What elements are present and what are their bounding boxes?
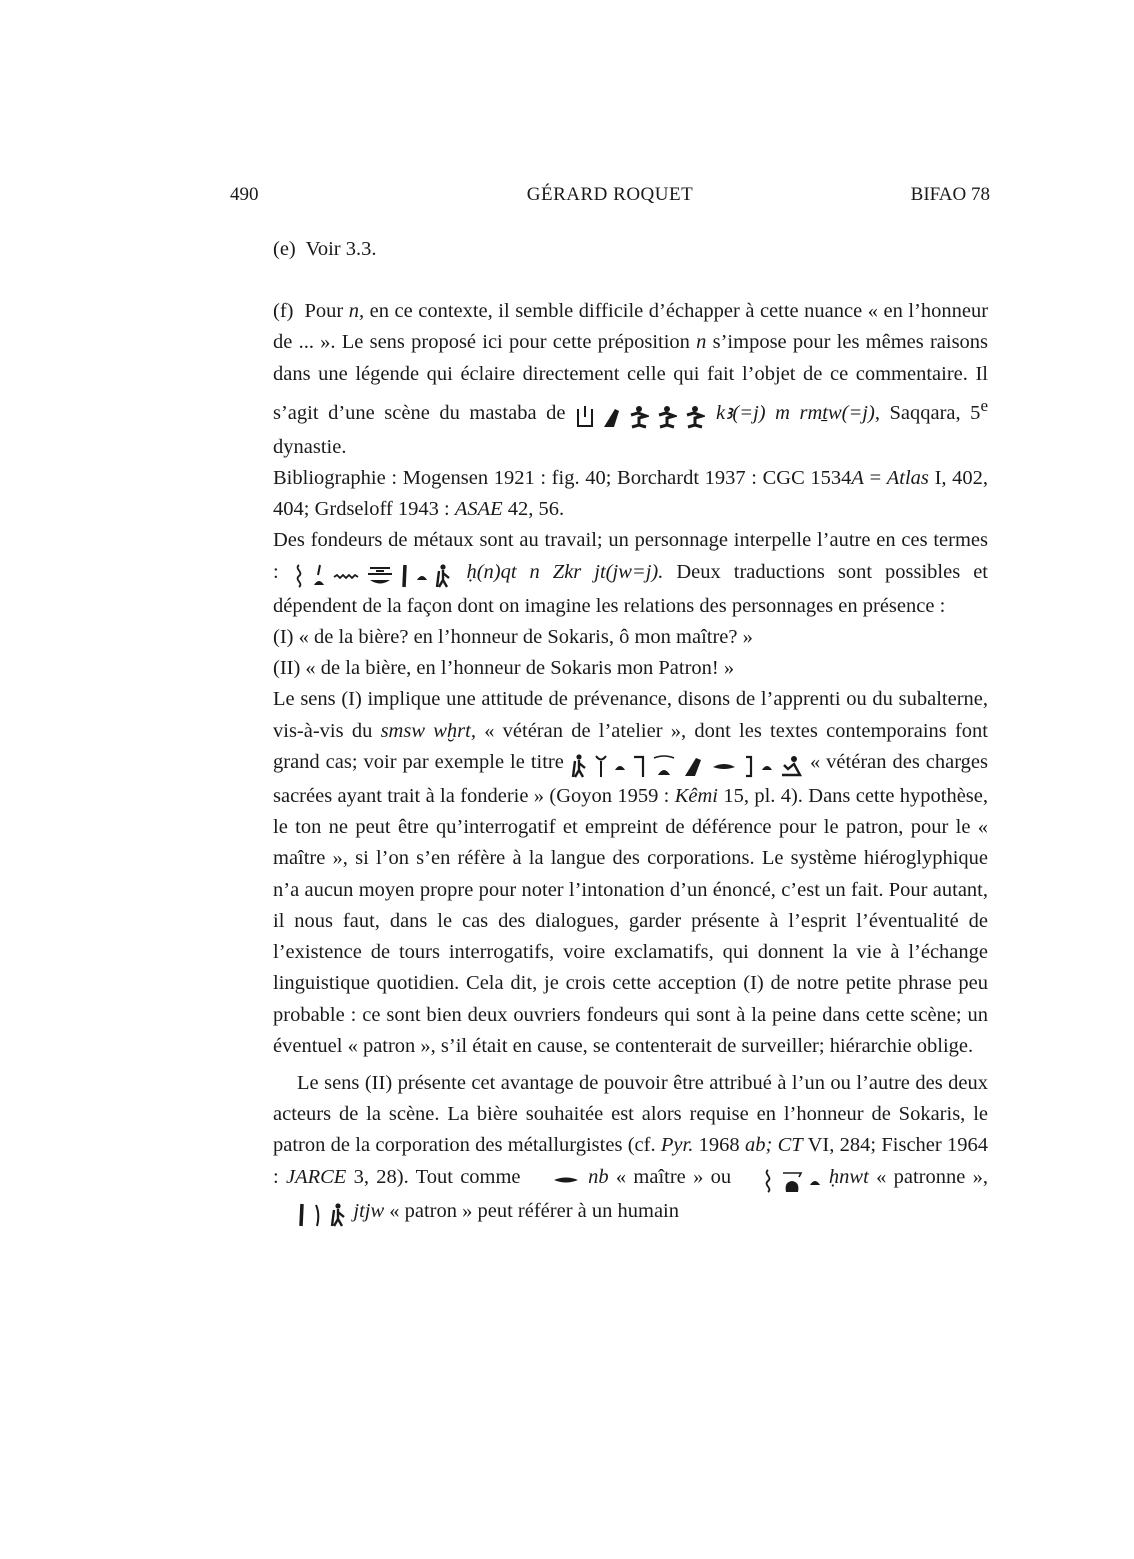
translation-II: (II) « de la bière, en l’honneur de Sokaris mon Patron! » [273, 657, 735, 680]
italic-run: ASAE [454, 498, 503, 521]
paragraph-sens-II [273, 1068, 988, 1230]
text-run: en ce contexte, il semble difficile d’échapper à cette nuance « en l’honneur de ... ». Le sens proposé ici pour cette préposition [273, 300, 989, 354]
paragraph-sens-I [273, 684, 988, 1061]
italic-run: Atlas [886, 467, 929, 490]
text-run: 1968 [698, 1134, 740, 1157]
text-run: = [869, 467, 882, 490]
note-e [273, 234, 988, 265]
transliteration: ḥnwt [828, 1165, 869, 1188]
paragraph-fondeurs [273, 525, 988, 622]
journal-name: BIFAO 78 [910, 184, 990, 205]
italic-run: n, [348, 300, 365, 323]
text-run: Pour [304, 300, 344, 323]
note-marker: (e) [273, 238, 296, 260]
text-run: I, 402, 404; Grdseloff 1943 : [273, 467, 989, 521]
page-body [273, 234, 988, 1230]
transliteration: kꜣ(=j) m rmṯw(=j), [716, 401, 880, 424]
text-run: « maître » ou [615, 1165, 732, 1188]
translation-I: (I) « de la bière? en l’honneur de Sokaris, ô mon maître? » [273, 626, 753, 649]
hieroglyph-group-title-icon [570, 750, 804, 781]
text-run: s’impose pour les mêmes raisons dans une légende qui éclaire directement celle qui fait l’objet de ce commentaire. Il s’agit d’une scène du mastaba de [273, 331, 989, 424]
note-f [273, 296, 988, 463]
text-run: dynastie. [273, 435, 347, 458]
transliteration: ḥ(n)qt n Zkr jt(jw=j). [466, 560, 664, 583]
text-run: « patron » peut référer à un humain [389, 1199, 679, 1222]
text-run: Le sens (II) présente cet avantage de pouvoir être attribué à l’un ou l’autre des deux acteurs de la scène. La bière souhaitée est alors requise en l’honneur de Sokaris, le patron de la corporation des métallurgistes (cf. [273, 1071, 988, 1157]
italic-run: A [851, 467, 864, 490]
italic-run: ab; [744, 1134, 773, 1157]
text-run: Deux traductions sont possibles et dépendent de la façon dont on imagine les relations des personnages en présence : [273, 560, 988, 617]
note-marker: (f) [273, 300, 294, 323]
text-run: Le sens (I) implique une attitude de prévenance, disons de l’apprenti ou du subalterne, vis-à-vis du [273, 688, 988, 742]
italic-run: Kêmi [674, 785, 719, 808]
italic-run: Pyr. [660, 1134, 694, 1157]
text-run: 3, 28). Tout comme [353, 1165, 521, 1188]
running-header [230, 184, 990, 212]
note-text: Voir 3.3. [305, 238, 377, 260]
hieroglyph-group-hnqt-icon [292, 560, 454, 591]
transliteration: nb [588, 1165, 609, 1188]
text-run: 15, pl. 4). Dans cette hypothèse, le ton ne peut être qu’interrogatif et empreint de déférence pour le patron, pour le « maître », si l’on s’en réfère à la langue des corporations. Le système hiéroglyphique n’a aucun moyen propre pour noter l’intonation d’un énoncé, c’est un fait. Pour autant, il nous faut, dans le cas des dialogues, garder présente à l’esprit l’éventualité de l’existence de tours interrogatifs, voire exclamatifs, qui donnent la vie à l’échange linguistique quotidien. Cela dit, je crois cette acception (I) de notre petite phrase peu probable : ce sont bien deux ouvriers fondeurs qui sont à la peine dans cette scène; un éventuel « patron », s’il était en cause, se contenterait de surveiller; hiérarchie oblige. [273, 785, 989, 1057]
basket-nb-icon [528, 1165, 581, 1196]
running-author: GÉRARD ROQUET [526, 184, 694, 205]
text-run: « patronne », [876, 1165, 988, 1188]
text-run: « vétéran des charges sacrées ayant trait à la fonderie » (Goyon 1959 : [273, 750, 989, 808]
bibliography [273, 463, 988, 525]
hieroglyph-group-name-icon [575, 401, 707, 432]
transliteration: jtjw [353, 1199, 385, 1222]
italic-run: n [696, 331, 707, 354]
italic-run: JARCE [285, 1165, 347, 1188]
page-number: 490 [230, 184, 259, 205]
transliteration: smsw wḫrt, [380, 719, 476, 742]
superscript: e [980, 395, 989, 415]
italic-run: CT [777, 1134, 803, 1157]
text-run: Saqqara, 5 [889, 401, 981, 424]
text-run: « vétéran de l’atelier », dont les textes contemporains font grand cas; voir par exemple le titre [273, 719, 989, 773]
text-run: Des fondeurs de métaux sont au travail; un personnage interpelle l’autre en ces termes : [273, 529, 988, 583]
hieroglyph-group-jtjw-icon [273, 1199, 348, 1230]
hieroglyph-group-hnwt-icon [738, 1165, 821, 1196]
text-run: 42, 56. [507, 498, 565, 521]
text-run: VI, 284; Fischer 1964 : [273, 1134, 989, 1188]
text-run: Bibliographie : Mogensen 1921 : fig. 40; Borchardt 1937 : CGC 1534 [273, 467, 852, 490]
